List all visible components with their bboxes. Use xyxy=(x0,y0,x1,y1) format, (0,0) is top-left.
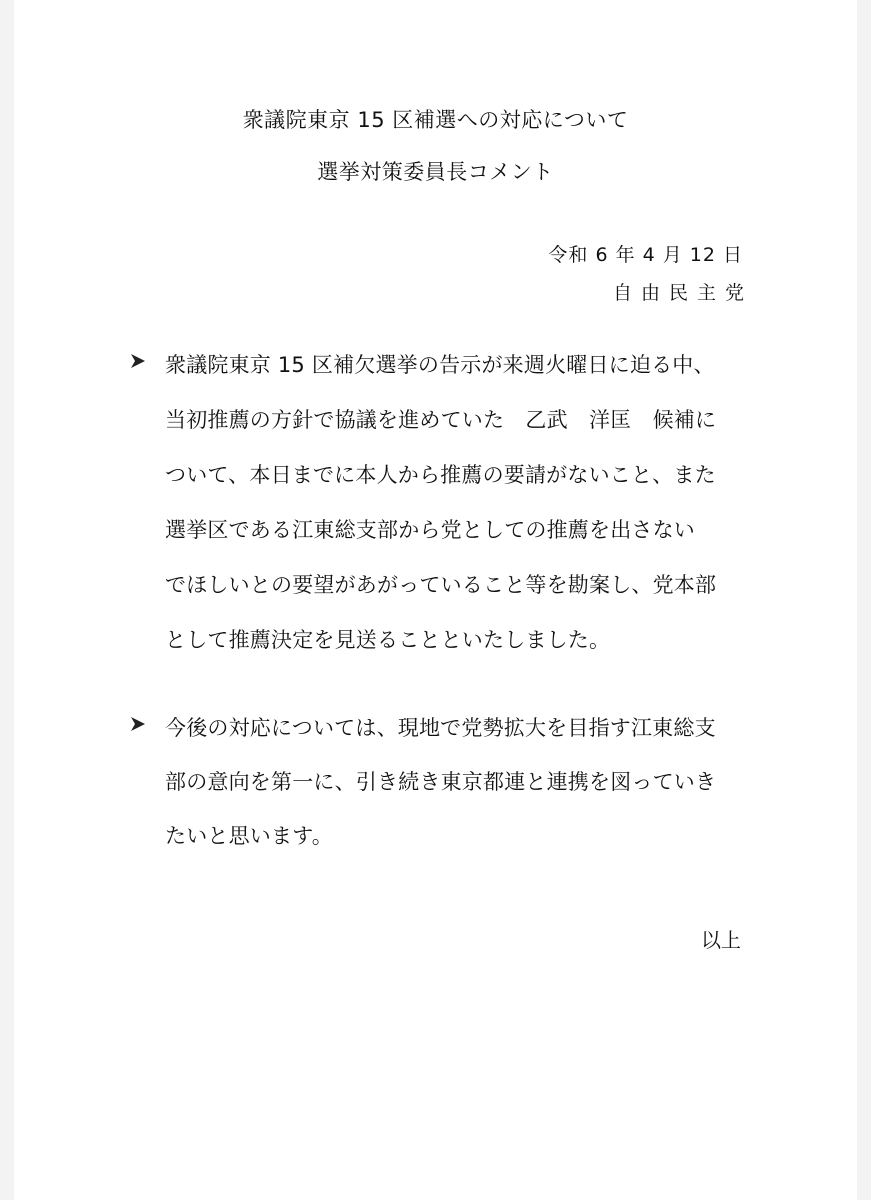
bullet-2-line-3: たいと思います。 xyxy=(165,824,333,848)
bullet-1-line-4: 選挙区である江東総支部から党としての推薦を出さない xyxy=(165,518,695,542)
document-page xyxy=(14,0,857,1200)
arrowhead-bullet-icon xyxy=(128,351,148,371)
bullet-1-line-1: 衆議院東京 15 区補欠選挙の告示が来週火曜日に迫る中、 xyxy=(165,353,715,377)
bullet-2-line-2: 部の意向を第一に、引き続き東京都連と連携を図っていき xyxy=(165,770,717,794)
bullet-1-line-2: 当初推薦の方針で協議を進めていた 乙武 洋匡 候補に xyxy=(165,408,717,432)
bullet-2-line-1: 今後の対応については、現地で党勢拡大を目指す江東総支 xyxy=(165,716,716,740)
arrowhead-bullet-icon xyxy=(128,714,148,734)
document-title: 衆議院東京 15 区補選への対応について xyxy=(242,108,629,132)
issuing-organization: 自由民主党 xyxy=(612,282,753,304)
bullet-1-line-6: として推薦決定を見送ることといたしました。 xyxy=(165,628,611,652)
document-date: 令和 6 年 4 月 12 日 xyxy=(548,244,743,266)
document-subtitle: 選挙対策委員長コメント xyxy=(317,160,554,184)
closing-mark: 以上 xyxy=(701,928,741,952)
bullet-1-line-3: ついて、本日までに本人から推薦の要請がないこと、また xyxy=(165,463,716,487)
bullet-1-line-5: でほしいとの要望があがっていること等を勘案し、党本部 xyxy=(165,573,717,597)
